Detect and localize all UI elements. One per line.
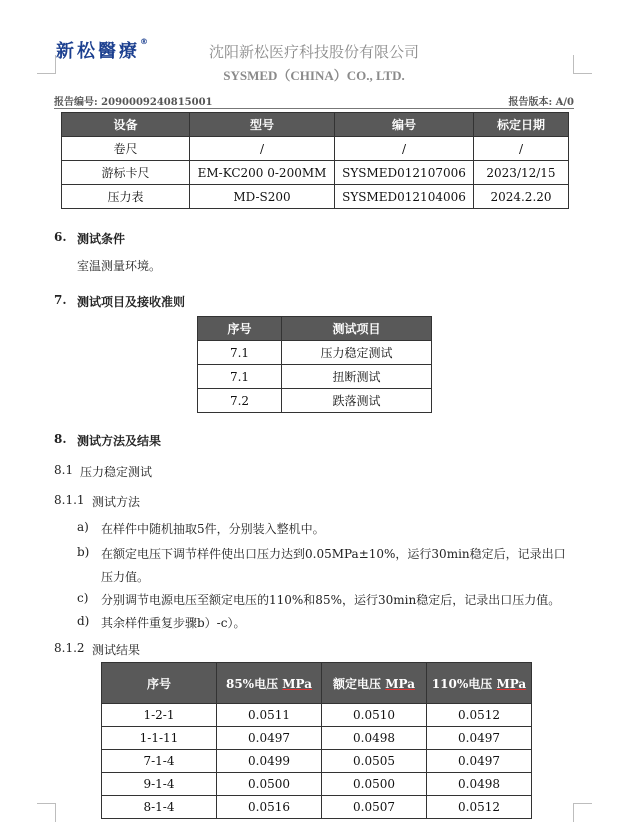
step-text: 在样件中随机抽取5件，分别装入整机中。 [101, 522, 325, 536]
column-header: 编号 [335, 113, 474, 137]
table-cell: 0.0497 [217, 727, 322, 750]
subsection-8-1-number: 8.1 [54, 463, 74, 477]
subsection-8-1-1-title: 测试方法 [92, 495, 141, 509]
section-6-body: 室温测量环境。 [77, 259, 162, 273]
table-cell: / [474, 137, 569, 161]
table-cell: 压力稳定测试 [282, 341, 432, 365]
section-8-title: 测试方法及结果 [77, 434, 162, 448]
crop-mark-top-right [573, 55, 592, 74]
table-cell: 7.1 [198, 341, 282, 365]
step-text: 分别调节电源电压至额定电压的110%和85%，运行30min稳定后，记录出口压力值。 [101, 593, 561, 607]
table-cell: 0.0500 [322, 773, 427, 796]
table-cell: 0.0507 [322, 796, 427, 819]
column-header: 型号 [190, 113, 335, 137]
column-header: 85%电压 MPa [217, 663, 322, 704]
company-name-cn: 沈阳新松医疗科技股份有限公司 [208, 43, 419, 61]
table-cell: 1-2-1 [102, 704, 217, 727]
section-7-title: 测试项目及接收准则 [77, 295, 186, 309]
table-cell: 1-1-11 [102, 727, 217, 750]
table-row [102, 750, 532, 773]
table-row [198, 341, 432, 365]
column-header: 标定日期 [474, 113, 569, 137]
company-name-en: SYSMED（CHINA）CO., LTD. [223, 68, 405, 83]
column-header: 序号 [198, 317, 282, 341]
section-6-title: 测试条件 [77, 232, 126, 246]
company-logo: 新松醫療® [56, 37, 148, 62]
step-text-continued: 压力值。 [101, 570, 150, 584]
table-cell: 跌落测试 [282, 389, 432, 413]
table-cell: 0.0500 [217, 773, 322, 796]
table-cell: / [335, 137, 474, 161]
column-header: 测试项目 [282, 317, 432, 341]
section-6-number: 6. [54, 230, 67, 244]
step-label: c) [77, 591, 89, 605]
report-number: 报告编号: 2090009240815001 [54, 97, 213, 108]
table-cell: 0.0516 [217, 796, 322, 819]
header-divider [54, 108, 574, 109]
table-row [62, 137, 569, 161]
table-cell: 0.0498 [322, 727, 427, 750]
table-cell: 0.0499 [217, 750, 322, 773]
table-cell: 0.0497 [427, 750, 532, 773]
table-row [102, 704, 532, 727]
table-row [102, 727, 532, 750]
crop-mark-bottom-right [573, 803, 592, 822]
table-cell: 7.2 [198, 389, 282, 413]
table-row [102, 796, 532, 819]
table-cell: 游标卡尺 [62, 161, 190, 185]
table-cell: 0.0512 [427, 704, 532, 727]
table-cell: 0.0505 [322, 750, 427, 773]
report-version: 报告版本: A/0 [508, 97, 574, 108]
subsection-8-1-2-title: 测试结果 [92, 643, 141, 657]
table-cell: / [190, 137, 335, 161]
results-table [101, 662, 532, 819]
table-cell: 卷尺 [62, 137, 190, 161]
table-cell: 8-1-4 [102, 796, 217, 819]
table-cell: 2024.2.20 [474, 185, 569, 209]
table-cell: 0.0511 [217, 704, 322, 727]
table-row [102, 773, 532, 796]
table-cell: MD-S200 [190, 185, 335, 209]
table-row [198, 389, 432, 413]
table-cell: 0.0498 [427, 773, 532, 796]
table-row [62, 185, 569, 209]
table-cell: EM-KC200 0-200MM [190, 161, 335, 185]
table-cell: 2023/12/15 [474, 161, 569, 185]
step-label: b) [77, 545, 90, 559]
table-cell: 0.0510 [322, 704, 427, 727]
table-cell: 7.1 [198, 365, 282, 389]
step-label: d) [77, 614, 90, 628]
column-header: 110%电压 MPa [427, 663, 532, 704]
test-items-table [197, 316, 432, 413]
step-label: a) [77, 520, 89, 534]
table-cell: 7-1-4 [102, 750, 217, 773]
table-cell: 压力表 [62, 185, 190, 209]
subsection-8-1-title: 压力稳定测试 [80, 465, 153, 479]
crop-mark-bottom-left [37, 803, 56, 822]
equipment-table [61, 112, 569, 209]
step-text: 其余样件重复步骤b）-c）。 [101, 616, 246, 630]
section-7-number: 7. [54, 293, 67, 307]
table-cell: 0.0512 [427, 796, 532, 819]
table-header-row [102, 663, 532, 704]
column-header: 设备 [62, 113, 190, 137]
table-cell: SYSMED012104006 [335, 185, 474, 209]
table-cell: 0.0497 [427, 727, 532, 750]
table-cell: 9-1-4 [102, 773, 217, 796]
table-header-row [198, 317, 432, 341]
subsection-8-1-2-number: 8.1.2 [54, 641, 85, 655]
section-8-number: 8. [54, 432, 67, 446]
table-cell: SYSMED012107006 [335, 161, 474, 185]
column-header: 额定电压 MPa [322, 663, 427, 704]
table-cell: 扭断测试 [282, 365, 432, 389]
subsection-8-1-1-number: 8.1.1 [54, 493, 85, 507]
step-text: 在额定电压下调节样件使出口压力达到0.05MPa±10%，运行30min稳定后，记录出口 [101, 547, 566, 561]
table-row [198, 365, 432, 389]
crop-mark-top-left [37, 55, 56, 74]
table-row [62, 161, 569, 185]
table-header-row [62, 113, 569, 137]
column-header: 序号 [102, 663, 217, 704]
